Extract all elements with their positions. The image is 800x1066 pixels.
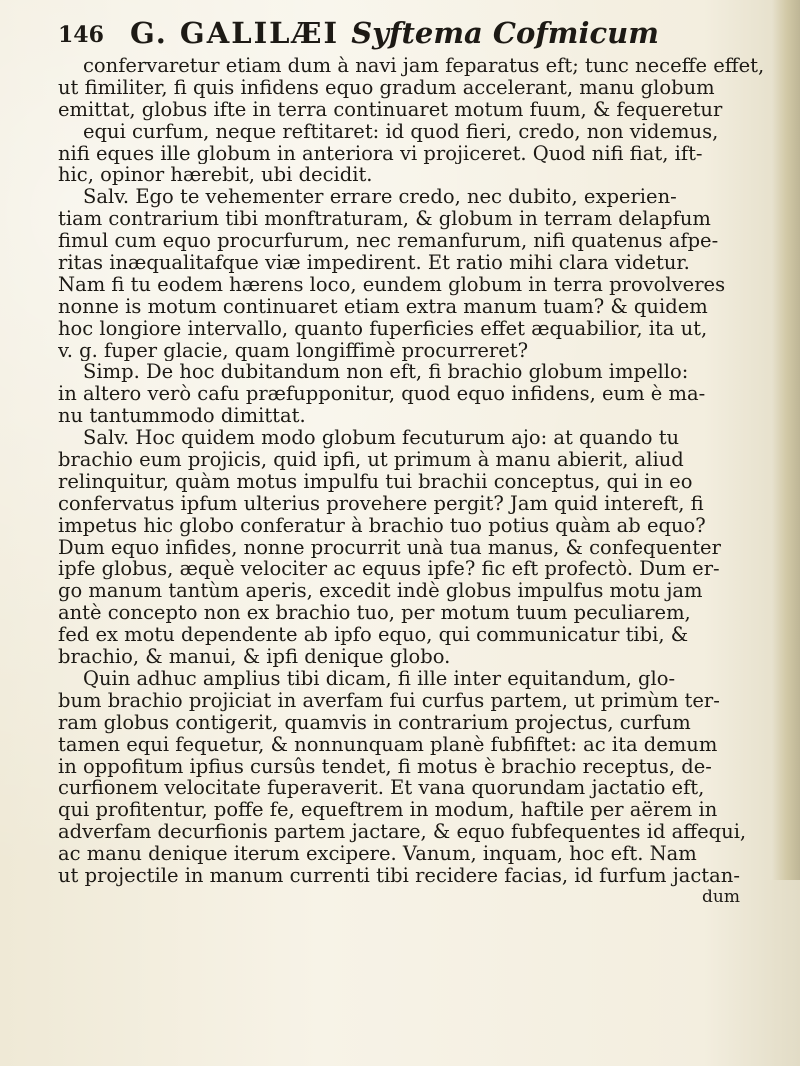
text-line: brachio, & manui, & ipfi denique globo.	[58, 646, 451, 668]
text-line: in oppofitum ipfius cursûs tendet, fi motus è brachio receptus, de-	[58, 755, 712, 778]
text-line: Nam fi tu eodem hærens loco, eundem globum in terra provolveres	[58, 273, 726, 296]
text-line: Salv. Hoc quidem modo globum fecuturum ajo: at quando tu	[83, 427, 680, 450]
text-line: v. g. fuper glacie, quam longiffimè procurreret?	[58, 339, 529, 362]
text-line: brachio eum projicis, quid ipfi, ut primum à manu abierit, aliud	[58, 449, 684, 471]
text-line: ipfe globus, æquè velociter ac equus ipfe? fic eft profectò. Dum er-	[58, 558, 720, 581]
text-line: fimul cum equo procurfurum, nec remanfurum, nifi quatenus afpe-	[58, 230, 719, 253]
text-line: Quin adhuc amplius tibi dicam, fi ille inter equitandum, glo-	[83, 667, 676, 690]
text-line: Simp. De hoc dubitandum non eft, fi brachio globum impello:	[83, 361, 689, 384]
catchword: dum	[702, 886, 740, 907]
text-line: nonne is motum continuaret etiam extra manum tuam? & quidem	[58, 295, 708, 318]
text-line: bum brachio projiciat in averfam fui curfus partem, ut primùm ter-	[58, 689, 720, 712]
page-number: 146	[58, 22, 104, 48]
text-line: ut projectile in manum currenti tibi recidere facias, id furfum jactan-	[58, 864, 740, 887]
text-line: relinquitur, quàm motus impulfu tui brachii conceptus, qui in eo	[58, 470, 693, 493]
text-line: nu tantummodo dimittat.	[58, 405, 306, 428]
text-line: ac manu denique iterum excipere. Vanum, inquam, hoc eft. Nam	[58, 843, 697, 865]
running-head-title: Syftema Cofmicum	[351, 16, 659, 50]
text-line: fed ex motu dependente ab ipfo equo, qui communicatur tibi, &	[58, 624, 689, 647]
text-line: ram globus contigerit, quamvis in contrarium projectus, curfum	[58, 711, 691, 734]
text-line: in altero verò cafu præfupponitur, quod equo infidens, eum è ma-	[58, 383, 706, 406]
running-head	[130, 16, 659, 50]
page-header	[58, 8, 758, 58]
text-line: nifi eques ille globum in anteriora vi projiceret. Quod nifi fiat, ift-	[58, 142, 703, 165]
text-line: impetus hic globo conferatur à brachio tuo potius quàm ab equo?	[58, 514, 706, 537]
text-line: tamen equi fequetur, & nonnunquam planè fubfiftet: ac ita demum	[58, 733, 718, 756]
text-line: curfionem velocitate fuperaverit. Et vana quorundam jactatio eft,	[58, 777, 705, 800]
text-line: qui profitentur, poffe fe, equeftrem in modum, haftile per aërem in	[58, 799, 718, 822]
page-edge-shadow	[772, 0, 800, 880]
text-line: Dum equo infides, nonne procurrit unà tua manus, & confequenter	[58, 536, 721, 559]
text-line: adverfam decurfionis partem jactare, & equo fubfequentes id affequi,	[58, 821, 747, 844]
text-line: confervaretur etiam dum à navi jam feparatus eft; tunc neceffe effet,	[83, 55, 765, 77]
text-line: confervatus ipfum ulterius provehere pergit? Jam quid intereft, fi	[58, 492, 704, 515]
text-line: antè concepto non ex brachio tuo, per motum tuum peculiarem,	[58, 602, 691, 625]
body-text	[58, 55, 770, 909]
text-line: ritas inæqualitafque viæ impedirent. Et ratio mihi clara videtur.	[58, 252, 690, 274]
text-line: Salv. Ego te vehementer errare credo, nec dubito, experien-	[83, 186, 677, 209]
text-line: equi curfum, neque reftitaret: id quod fieri, credo, non videmus,	[83, 120, 719, 143]
text-line: hic, opinor hærebit, ubi decidit.	[58, 164, 373, 187]
text-line: ut fimiliter, fi quis infidens equo gradum accelerant, manu globum	[58, 76, 715, 99]
text-line: hoc longiore intervallo, quanto fuperficies effet æquabilior, ita ut,	[58, 317, 708, 340]
text-line: tiam contrarium tibi monftraturam, & globum in terram delapfum	[58, 208, 711, 231]
running-head-author: G. GALILÆI	[130, 16, 340, 50]
text-line: go manum tantùm aperis, excedit indè globus impulfus motu jam	[58, 580, 703, 603]
text-line: emittat, globus ifte in terra continuaret motum fuum, & fequeretur	[58, 98, 723, 121]
